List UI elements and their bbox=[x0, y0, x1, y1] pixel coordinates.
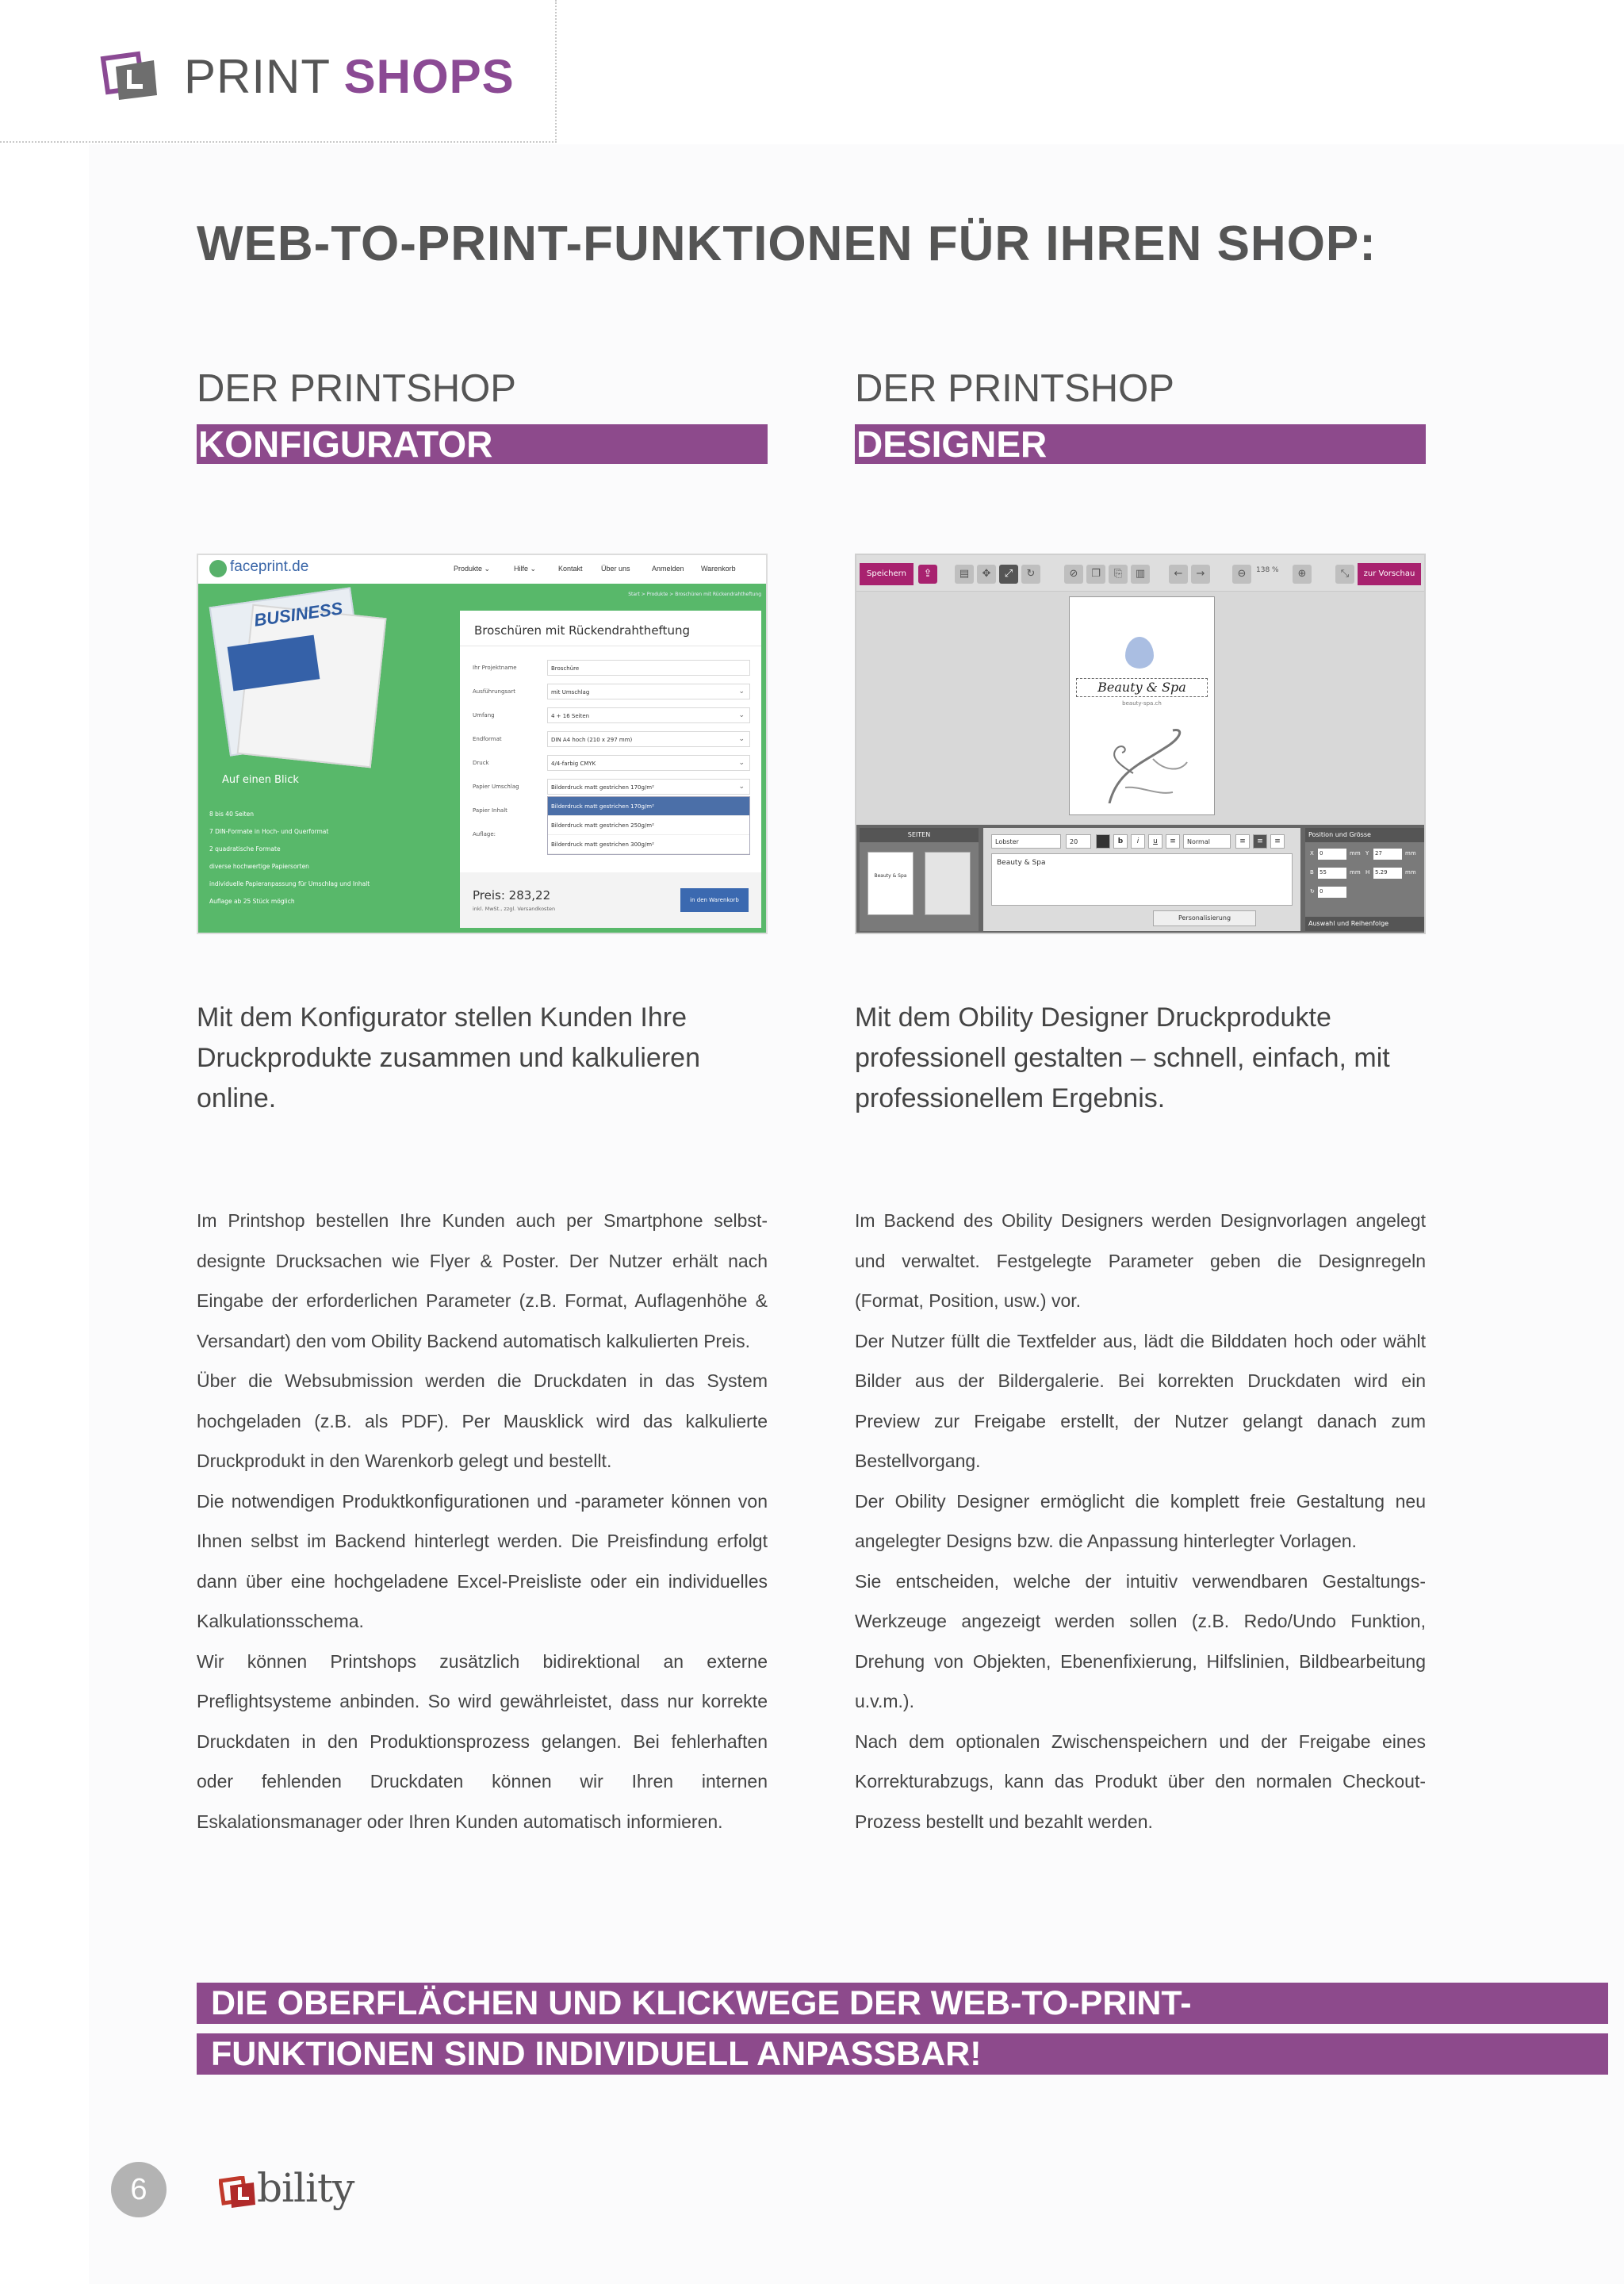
configurator-screenshot bbox=[197, 554, 768, 934]
card-subtitle: beauty-spa.ch bbox=[1122, 700, 1162, 707]
pages-header: SEITEN bbox=[860, 828, 979, 842]
field-label: Papier Inhalt bbox=[473, 807, 508, 814]
left-title-bar: KONFIGURATOR bbox=[197, 424, 768, 464]
zoom-in-icon[interactable]: ⊕ bbox=[1293, 565, 1312, 584]
nav-item-produkte[interactable]: Produkte ⌄ bbox=[454, 565, 491, 573]
project-name-input[interactable]: Broschüre bbox=[547, 660, 750, 676]
text-panel bbox=[983, 828, 1300, 931]
nav-item-ueber-uns[interactable]: Über uns bbox=[601, 565, 630, 573]
glance-list bbox=[209, 806, 370, 910]
field-label: Papier Umschlag bbox=[473, 784, 519, 790]
rotate-icon[interactable]: ↻ bbox=[1021, 565, 1040, 584]
obility-logo bbox=[219, 2165, 354, 2221]
rotation-icon: ↻ bbox=[1310, 888, 1315, 895]
nav-item-kontakt[interactable]: Kontakt bbox=[558, 565, 583, 573]
left-body-text bbox=[197, 1201, 768, 1841]
x-label: X bbox=[1310, 850, 1314, 856]
left-kicker: DER PRINTSHOP bbox=[197, 367, 516, 410]
paragraph: Sie entscheiden, welche der intuitiv verwendbaren Gestaltungs-Werkzeuge angezeigt werden sollen (z.B. Redo/Undo Funktion, Drehung von Objekten, Ebenenfixierung, Hilfslinien, Bildbearbeitung u.v.m.). bbox=[855, 1570, 1426, 1711]
move-icon[interactable]: ✥ bbox=[977, 565, 996, 584]
unit-label: mm bbox=[1405, 850, 1416, 856]
form-row bbox=[473, 755, 750, 771]
dropdown-option[interactable]: Bilderdruck matt gestrichen 250g/m² bbox=[548, 816, 749, 835]
paragraph: Im Backend des Obility Designers werden Designvorlagen angelegt und verwaltet. Festgelegte Parameter geben die Designregeln (Format, Position, usw.) vor. bbox=[855, 1210, 1426, 1311]
selection-order-header[interactable]: Auswahl und Reihenfolge bbox=[1305, 917, 1424, 931]
copy-icon[interactable]: ⎘ bbox=[1109, 565, 1128, 584]
price-box bbox=[460, 872, 761, 928]
field-label: Auflage: bbox=[473, 831, 496, 837]
list-icon[interactable]: ≡ bbox=[1166, 834, 1180, 849]
page-thumbnail[interactable] bbox=[868, 852, 914, 915]
chevron-down-icon: ⌄ bbox=[738, 735, 745, 743]
header bbox=[0, 0, 557, 143]
chevron-down-icon: ⌄ bbox=[738, 759, 745, 767]
breadcrumb: Start > Produkte > Broschüren mit Rückendrahtheftung bbox=[628, 592, 761, 597]
page-icon[interactable]: ▤ bbox=[955, 565, 974, 584]
dropdown-option[interactable]: Bilderdruck matt gestrichen 170g/m² bbox=[548, 797, 749, 816]
form-row bbox=[473, 707, 750, 723]
form-title: Broschüren mit Rückendrahtheftung bbox=[474, 623, 690, 638]
y-label: Y bbox=[1365, 850, 1369, 856]
fullscreen-icon[interactable]: ⤡ bbox=[1335, 565, 1354, 584]
right-title-bar: DESIGNER bbox=[855, 424, 1426, 464]
glance-item: 8 bis 40 Seiten bbox=[209, 811, 254, 818]
glance-title: Auf einen Blick bbox=[222, 774, 299, 786]
designer-screenshot bbox=[855, 554, 1426, 934]
shop-brand: faceprint.de bbox=[230, 558, 309, 575]
page-number: 6 bbox=[111, 2162, 167, 2217]
pages-panel bbox=[860, 828, 979, 931]
paragraph: Der Nutzer füllt die Textfelder aus, lädt die Bilddaten hoch oder wählt Bilder aus der Bildergalerie. Bei korrekten Druckdaten wird ein Preview zur Freigabe erstellt, der Nutzer gelangt danach zum Bestellvorgang. bbox=[855, 1330, 1426, 1471]
color-swatch[interactable] bbox=[1096, 834, 1110, 849]
lock-icon[interactable]: ⊘ bbox=[1064, 565, 1083, 584]
font-select[interactable]: Lobster bbox=[991, 834, 1061, 849]
design-canvas[interactable] bbox=[1069, 596, 1215, 815]
underline-icon[interactable]: u bbox=[1148, 834, 1162, 849]
rotation-input[interactable]: 0 bbox=[1318, 887, 1346, 898]
h-label: H bbox=[1365, 869, 1370, 876]
style-select[interactable]: Normal bbox=[1183, 834, 1231, 849]
card-title-textbox[interactable]: Beauty & Spa bbox=[1076, 678, 1208, 697]
form-row bbox=[473, 660, 750, 676]
resize-icon[interactable]: ⤢ bbox=[999, 565, 1018, 584]
chevron-down-icon: ⌄ bbox=[738, 711, 745, 719]
nav-item-anmelden[interactable]: Anmelden bbox=[652, 565, 684, 573]
align-center-icon[interactable]: ≡ bbox=[1253, 834, 1267, 849]
page-thumbnail[interactable] bbox=[925, 852, 971, 915]
pages-select[interactable]: 4 + 16 Seiten ⌄ bbox=[547, 707, 750, 723]
preview-button[interactable]: zur Vorschau bbox=[1358, 563, 1421, 585]
paragraph: Nach dem optionalen Zwischenspeichern und der Freigabe eines Korrekturabzugs, kann das Produkt über den normalen Checkout-Prozess bestellt und bezahlt werden. bbox=[855, 1730, 1426, 1832]
save-button[interactable]: Speichern bbox=[860, 563, 914, 585]
print-shops-logo-icon bbox=[98, 49, 162, 105]
obility-logo-text: bility bbox=[257, 2165, 354, 2211]
upload-icon[interactable]: ⇪ bbox=[918, 565, 937, 584]
faceprint-logo-icon bbox=[209, 560, 227, 577]
right-body-text bbox=[855, 1201, 1426, 1841]
form-row bbox=[473, 684, 750, 699]
glance-item: diverse hochwertige Papiersorten bbox=[209, 863, 309, 870]
glance-item: 2 quadratische Formate bbox=[209, 845, 281, 853]
zoom-out-icon[interactable]: ⊖ bbox=[1232, 565, 1251, 584]
paragraph: Die notwendigen Produktkonfigurationen und -parameter können von Ihnen selbst im Backend hinterlegt werden. Die Preisfindung erfolgt dann über eine hochgeladene Excel-Preisliste oder ein individuelles Kalkulationsschema. bbox=[197, 1490, 768, 1631]
thumbnail-text: Beauty & Spa bbox=[874, 873, 907, 879]
delete-icon[interactable]: ▥ bbox=[1131, 565, 1150, 584]
layers-icon[interactable]: ❐ bbox=[1086, 565, 1105, 584]
banner-line-1: DIE OBERFLÄCHEN UND KLICKWEGE DER WEB-TO-PRINT- bbox=[197, 1983, 1608, 2024]
price-note: inkl. MwSt., zzgl. Versandkosten bbox=[473, 906, 556, 912]
field-label: Druck bbox=[473, 760, 489, 766]
glance-item: individuelle Papieranpassung für Umschlag und Inhalt bbox=[209, 880, 370, 887]
unit-label: mm bbox=[1405, 869, 1416, 876]
width-input[interactable]: 55 bbox=[1318, 868, 1346, 879]
obility-logo-icon bbox=[219, 2176, 257, 2208]
form-row bbox=[473, 731, 750, 747]
paper-dropdown-list bbox=[547, 796, 750, 855]
field-label: Endformat bbox=[473, 736, 502, 742]
zoom-level: 138 % bbox=[1256, 566, 1279, 574]
italic-icon[interactable]: i bbox=[1131, 834, 1145, 849]
format-select[interactable]: DIN A4 hoch (210 x 297 mm) ⌄ bbox=[547, 731, 750, 747]
form-row bbox=[473, 779, 750, 795]
paragraph: Der Obility Designer ermöglicht die komplett freie Gestaltung neu angelegter Designs bzw. die Anpassung hinterlegter Vorlagen. bbox=[855, 1490, 1426, 1551]
text-input[interactable]: Beauty & Spa bbox=[991, 853, 1293, 906]
bold-icon[interactable]: b bbox=[1113, 834, 1128, 849]
redo-icon[interactable]: → bbox=[1191, 565, 1210, 584]
paragraph: Im Printshop bestellen Ihre Kunden auch per Smartphone selbst-designte Drucksachen wie Flyer & Poster. Der Nutzer erhält nach Eingabe der erforderlichen Parameter (z.B. Format, Auflagenhöhe & Versandart) den vom Obility Backend automatisch kalkulierten Preis. bbox=[197, 1210, 768, 1351]
swirl-ornament-icon bbox=[1086, 724, 1197, 803]
glance-item: Auflage ab 25 Stück möglich bbox=[209, 898, 295, 905]
right-kicker: DER PRINTSHOP bbox=[855, 367, 1174, 410]
banner-line-2: FUNKTIONEN SIND INDIVIDUELL ANPASSBAR! bbox=[197, 2033, 1608, 2075]
unit-label: mm bbox=[1350, 850, 1361, 856]
spa-logo-icon bbox=[1125, 637, 1154, 669]
header-title-light: PRINT bbox=[184, 50, 330, 103]
paragraph: Über die Websubmission werden die Druckdaten in das System hochgeladen (z.B. als PDF). Per Mausklick wird das kalkulierte Druckprodukt in den Warenkorb gelegt und bestellt. bbox=[197, 1370, 768, 1471]
paragraph: Wir können Printshops zusätzlich bidirektional an externe Preflightsysteme anbinden. So wird gewährleistet, dass nur korrekte Druckdaten in den Produktionsprozess gelangen. Bei fehlerhaften oder fehlenden Druckdaten können wir Ihren internen Eskalationsmanager oder Ihren Kunden automatisch informieren. bbox=[197, 1650, 768, 1832]
field-label: Umfang bbox=[473, 712, 495, 719]
price: Preis: 283,22 bbox=[473, 888, 551, 902]
header-title bbox=[184, 49, 515, 104]
height-input[interactable]: 5.29 bbox=[1373, 868, 1402, 879]
nav-item-hilfe[interactable]: Hilfe ⌄ bbox=[514, 565, 537, 573]
b-label: B bbox=[1310, 869, 1314, 876]
field-label: Ausführungsart bbox=[473, 688, 515, 695]
position-header: Position und Grösse bbox=[1305, 828, 1424, 842]
print-select[interactable]: 4/4-farbig CMYK ⌄ bbox=[547, 755, 750, 771]
chevron-down-icon: ⌄ bbox=[738, 783, 745, 791]
left-lead: Mit dem Konfigurator stellen Kunden Ihre Druckprodukte zusammen und kalkulieren online. bbox=[197, 1002, 700, 1113]
nav-item-warenkorb[interactable]: Warenkorb bbox=[701, 565, 736, 573]
position-panel bbox=[1305, 828, 1424, 931]
header-title-bold: SHOPS bbox=[343, 50, 515, 103]
align-left-icon[interactable]: ≡ bbox=[1235, 834, 1250, 849]
glance-item: 7 DIN-Formate in Hoch- und Querformat bbox=[209, 828, 329, 835]
unit-label: mm bbox=[1350, 869, 1361, 876]
cover-paper-select[interactable]: Bilderdruck matt gestrichen 170g/m² ⌄ bbox=[547, 779, 750, 795]
designer-toolbar bbox=[856, 555, 1424, 592]
chevron-down-icon: ⌄ bbox=[738, 688, 745, 696]
x-input[interactable]: 0 bbox=[1318, 849, 1346, 860]
dropdown-option[interactable]: Bilderdruck matt gestrichen 300g/m² bbox=[548, 835, 749, 854]
font-size-select[interactable]: 20 bbox=[1066, 834, 1091, 849]
align-right-icon[interactable]: ≡ bbox=[1270, 834, 1285, 849]
main-heading: WEB-TO-PRINT-FUNKTIONEN FÜR IHREN SHOP: bbox=[197, 217, 1377, 271]
execution-select[interactable]: mit Umschlag ⌄ bbox=[547, 684, 750, 699]
personalize-button[interactable]: Personalisierung bbox=[1153, 910, 1256, 926]
y-input[interactable]: 27 bbox=[1373, 849, 1402, 860]
add-to-cart-button[interactable]: in den Warenkorb bbox=[680, 888, 749, 912]
shop-topbar bbox=[198, 555, 766, 584]
brochure-title: BUSINESS bbox=[252, 598, 344, 630]
configurator-form bbox=[460, 611, 761, 928]
undo-icon[interactable]: ← bbox=[1169, 565, 1188, 584]
field-label: Ihr Projektname bbox=[473, 665, 517, 671]
right-lead: Mit dem Obility Designer Druckprodukte professionell gestalten – schnell, einfach, mit professionellem Ergebnis. bbox=[855, 1002, 1390, 1113]
